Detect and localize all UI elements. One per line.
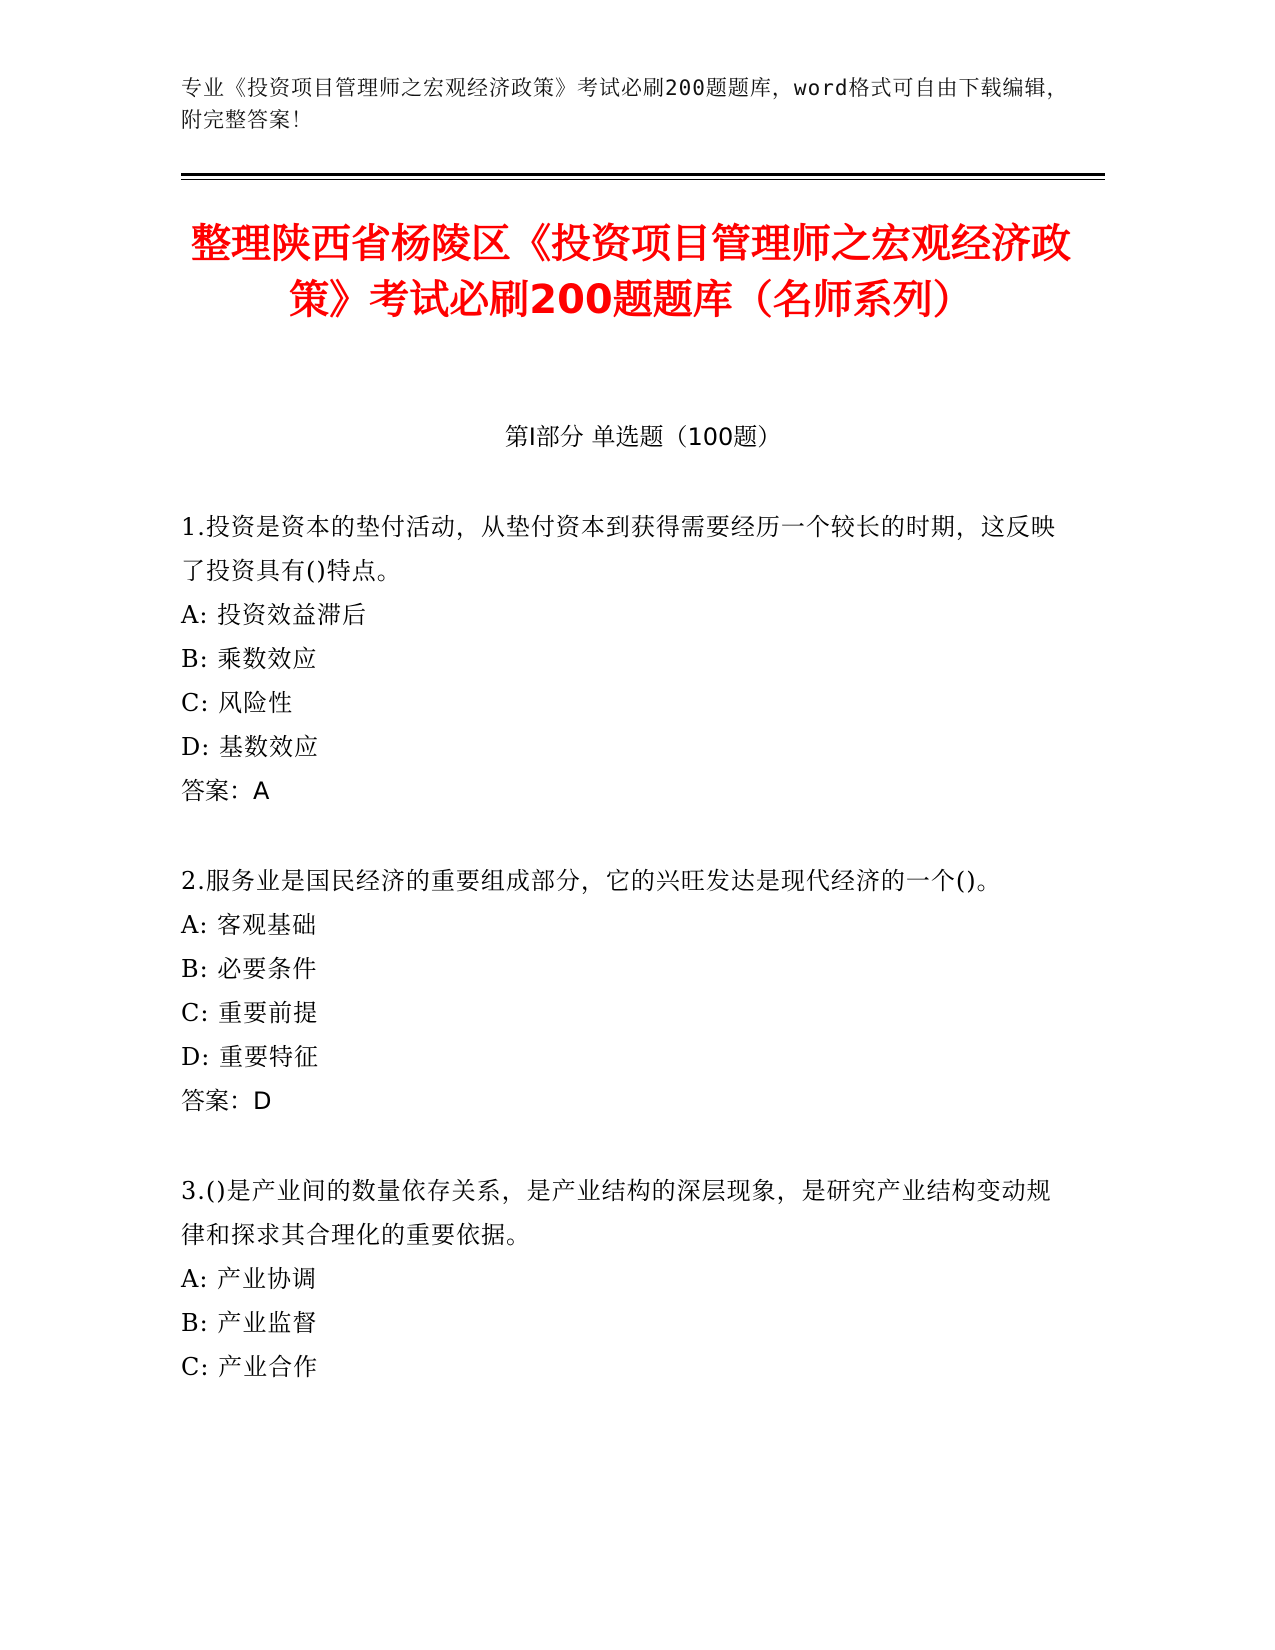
option-a: A: 投资效益滞后 [181, 601, 368, 629]
question-list [181, 505, 1061, 1435]
option-c: C: 风险性 [181, 689, 294, 717]
header-divider-thick [181, 173, 1105, 176]
question-item [181, 859, 1061, 1123]
header-note: 专业《投资项目管理师之宏观经济政策》考试必刷200题题库，word格式可自由下载编辑，附完整答案！ [181, 76, 1069, 132]
option-a: A: 客观基础 [181, 911, 318, 939]
question-stem: 1.投资是资本的垫付活动，从垫付资本到获得需要经历一个较长的时期，这反映了投资具有()特点。 [181, 513, 1056, 585]
option-c: C: 产业合作 [181, 1353, 319, 1381]
question-item [181, 1169, 1061, 1389]
option-c: C: 重要前提 [181, 999, 319, 1027]
question-stem: 3.()是产业间的数量依存关系，是产业结构的深层现象，是研究产业结构变动规律和探求其合理化的重要依据。 [181, 1177, 1052, 1249]
answer-line: 答案：A [181, 777, 270, 805]
option-a: A: 产业协调 [181, 1265, 318, 1293]
answer-line: 答案：D [181, 1087, 272, 1115]
question-stem: 2.服务业是国民经济的重要组成部分，它的兴旺发达是现代经济的一个()。 [181, 867, 1002, 895]
header-divider-thin [181, 179, 1105, 180]
option-b: B: 乘数效应 [181, 645, 318, 673]
question-item [181, 505, 1061, 813]
document-title: 整理陕西省杨陵区《投资项目管理师之宏观经济政策》考试必刷200题题库（名师系列） [191, 221, 1071, 323]
option-b: B: 产业监督 [181, 1309, 318, 1337]
option-b: B: 必要条件 [181, 955, 318, 983]
option-d: D: 基数效应 [181, 733, 319, 761]
section-heading: 第Ⅰ部分 单选题（100题） [504, 423, 782, 451]
option-d: D: 重要特征 [181, 1043, 319, 1071]
